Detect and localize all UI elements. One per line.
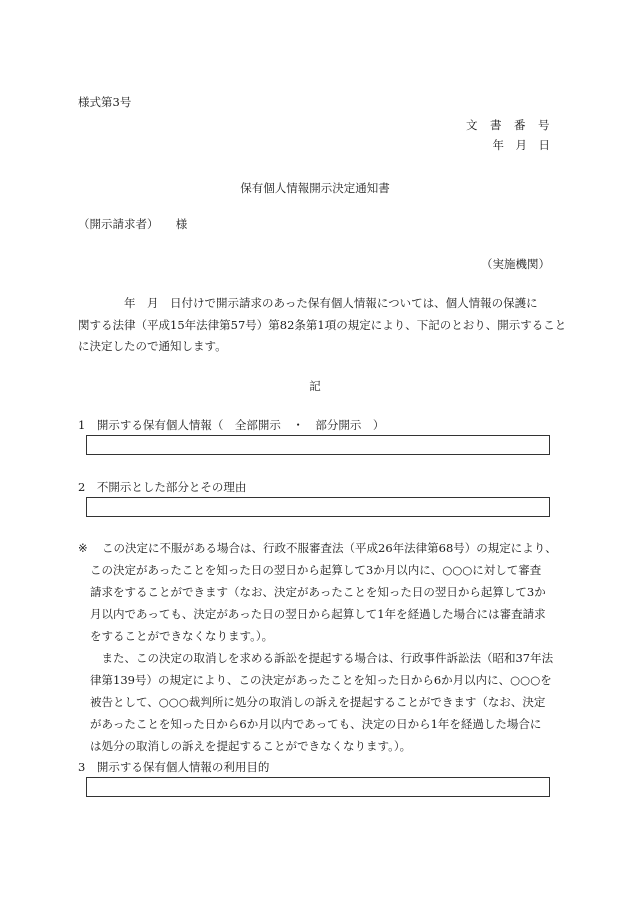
section-1-field[interactable] bbox=[86, 435, 550, 455]
addressee-line: （開示請求者） 様 bbox=[78, 217, 188, 231]
section-3-heading: 3 開示する保有個人情報の利用目的 bbox=[78, 760, 270, 774]
date-label: 年 月 日 bbox=[492, 138, 550, 152]
form-number-label: 様式第3号 bbox=[78, 95, 132, 109]
intro-line: 年 月 日付けで開示請求のあった保有個人情報については、個人情報の保護に bbox=[78, 296, 538, 310]
intro-line: に決定したので通知します。 bbox=[78, 339, 227, 353]
notice-line: また、この決定の取消しを求める訴訟を提起する場合は、行政事件訴訟法（昭和37年法 bbox=[90, 651, 554, 665]
issuing-agency: （実施機関） bbox=[481, 257, 550, 271]
notice-line: があったことを知った日から6か月以内であっても、決定の日から1年を経過した場合に bbox=[90, 717, 542, 731]
section-3-field[interactable] bbox=[86, 777, 550, 797]
section-2-heading: 2 不開示とした部分とその理由 bbox=[78, 480, 247, 494]
notice-line: 律第139号）の規定により、この決定があったことを知った日から6か月以内に、○○○を bbox=[90, 673, 552, 687]
notice-line: をすることができなくなります。）。 bbox=[90, 629, 274, 643]
section-2-field[interactable] bbox=[86, 497, 550, 517]
notice-mark: ※ bbox=[78, 541, 88, 555]
notice-line: は処分の取消しの訴えを提起することができなくなります。）。 bbox=[90, 739, 412, 753]
notice-line: 請求をすることができます（なお、決定があったことを知った日の翌日から起算して3か bbox=[90, 585, 546, 599]
notice-line: 月以内であっても、決定があった日の翌日から起算して1年を経過した場合には審査請求 bbox=[90, 607, 546, 621]
notice-line: この決定に不服がある場合は、行政不服審査法（平成26年法律第68号）の規定により、 bbox=[102, 541, 557, 555]
notice-line: この決定があったことを知った日の翌日から起算して3か月以内に、○○○に対して審査 bbox=[90, 563, 542, 577]
notice-line: 被告として、○○○裁判所に処分の取消しの訴えを提起することができます（なお、決定 bbox=[90, 695, 546, 709]
document-title: 保有個人情報開示決定通知書 bbox=[240, 181, 390, 195]
section-1-heading: 1 開示する保有個人情報（ 全部開示 ・ 部分開示 ） bbox=[78, 418, 385, 432]
document-number-label: 文 書 番 号 bbox=[466, 118, 550, 132]
intro-line: 関する法律（平成15年法律第57号）第82条第1項の規定により、下記のとおり、開示すること bbox=[78, 318, 567, 332]
ki-heading: 記 bbox=[309, 379, 321, 393]
